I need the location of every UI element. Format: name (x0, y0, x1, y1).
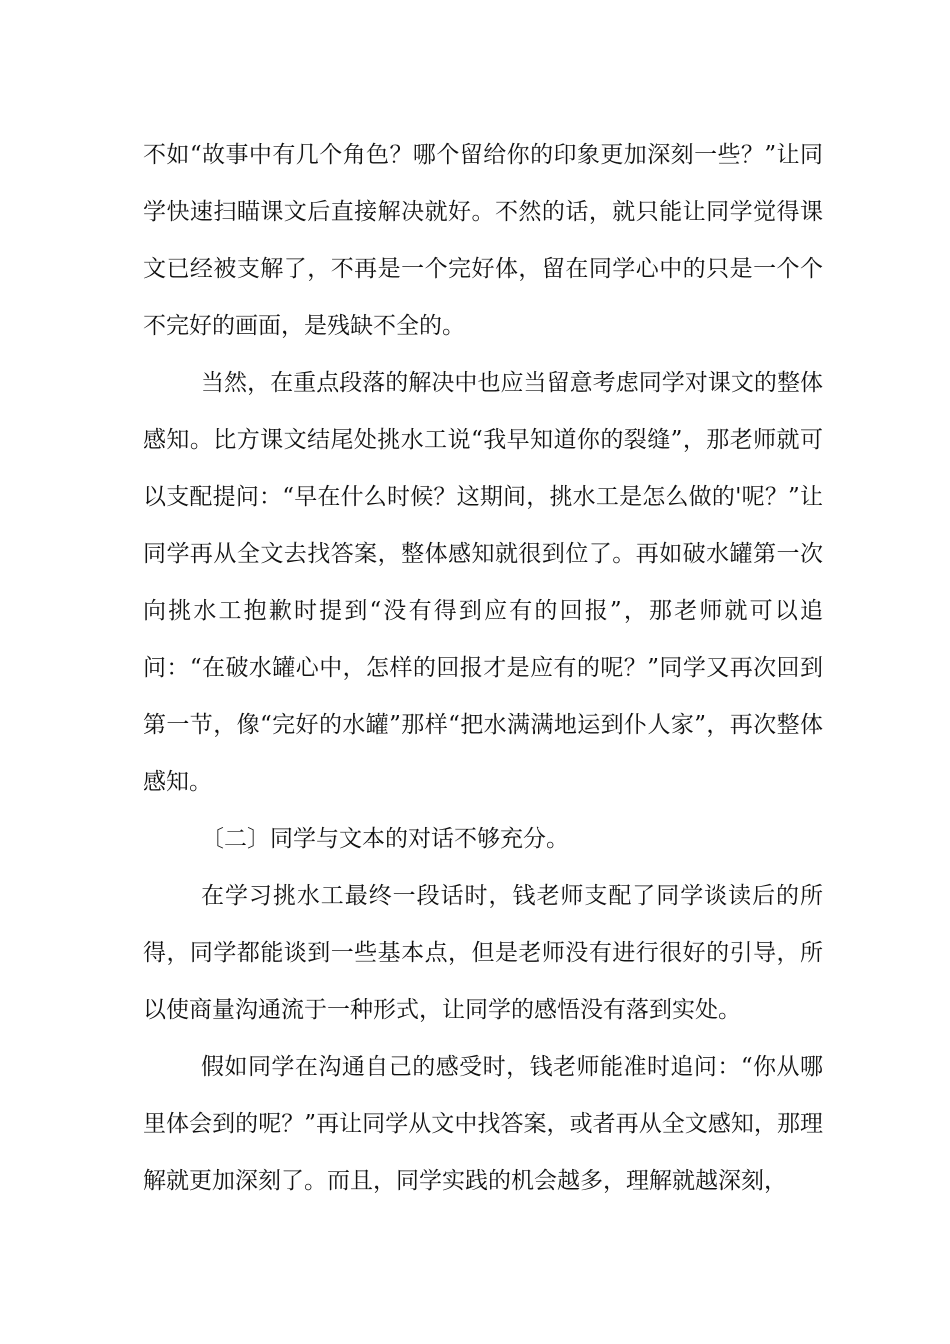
document-body (143, 127, 823, 1210)
section-heading-2: 〔二〕同学与文本的对话不够充分。 (201, 826, 569, 852)
paragraph-2: 当然，在重点段落的解决中也应当留意考虑同学对课文的整体感知。比方课文结尾处挑水工说“我早知道你的裂缝”，那老师就可以支配提问：“早在什么时候？这期间，挑水工是怎么做的'呢？”让同学再从全文去找答案，整体感知就很到位了。再如破水罐第一次向挑水工抱歉时提到“没有得到应有的回报”，那老师就可以追问：“在破水罐心中，怎样的回报才是应有的呢？”同学又再次回到第一节，像“完好的水罐”那样“把水满满地运到仆人家”，再次整体感知。 (143, 370, 823, 795)
paragraph-1: 不如“故事中有几个角色？哪个留给你的印象更加深刻一些？”让同学快速扫瞄课文后直接解决就好。不然的话，就只能让同学觉得课文已经被支解了，不再是一个完好体，留在同学心中的只是一个个不完好的画面，是残缺不全的。 (143, 142, 823, 339)
paragraph-3: 在学习挑水工最终一段话时，钱老师支配了同学谈读后的所得，同学都能谈到一些基本点，但是老师没有进行很好的引导，所以使商量沟通流于一种形式，让同学的感悟没有落到实处。 (143, 883, 823, 1023)
paragraph-4: 假如同学在沟通自己的感受时，钱老师能准时追问：“你从哪里体会到的呢？”再让同学从文中找答案，或者再从全文感知，那理解就更加深刻了。而且，同学实践的机会越多，理解就越深刻， (143, 1054, 823, 1194)
